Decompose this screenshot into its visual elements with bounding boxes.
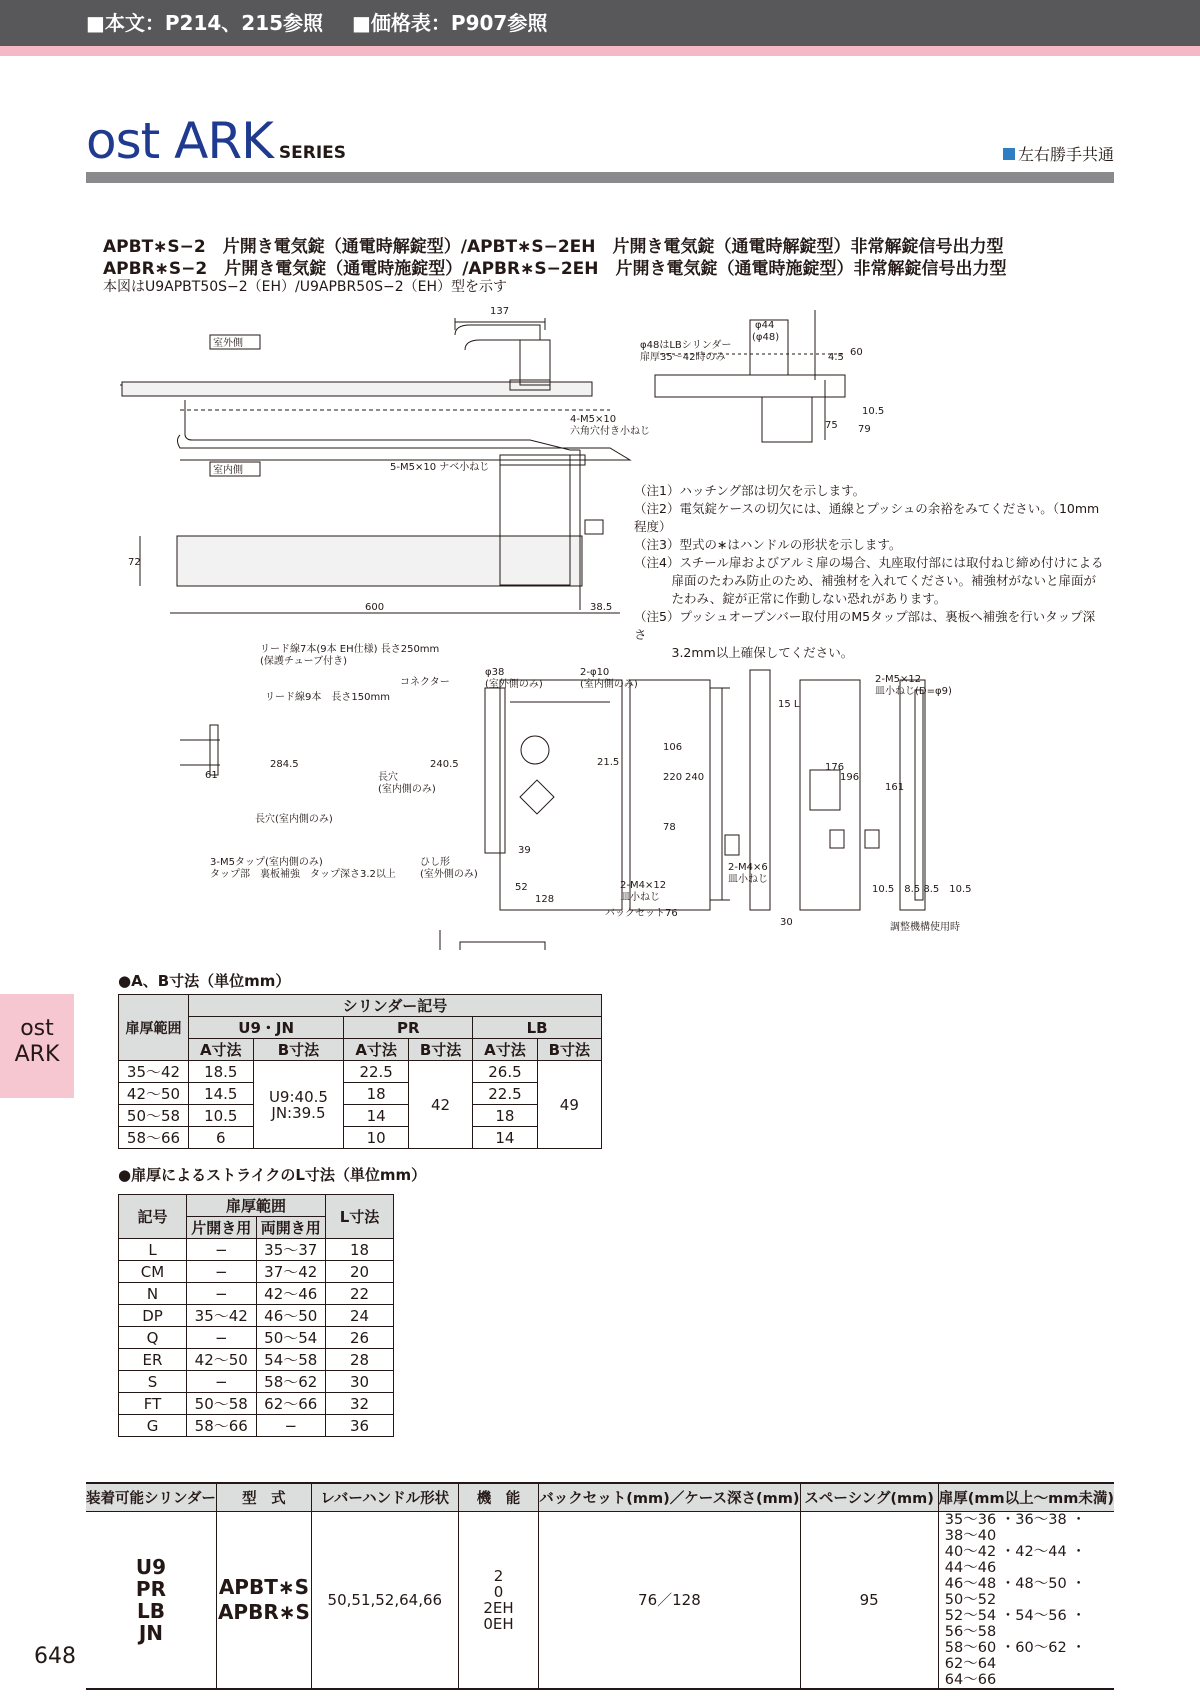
screw-label-1: 4-M5×10 [570, 414, 617, 425]
note-4a: （注4）スチール扉およびアルミ扉の場合、丸座取付部には取付ねじ締め付けによる [634, 555, 1104, 570]
top-header-bar [0, 0, 1200, 46]
note-5a: （注5）プッシュオープンバー取付用のM5タップ部は、裏板へ補強を行いタップ深さ [634, 609, 1096, 642]
table-row [119, 1261, 394, 1283]
table-row [119, 1327, 394, 1349]
thickness-line: 46〜48 ・48〜50 ・50〜52 [944, 1575, 1086, 1608]
ab-h-cyl: シリンダー記号 [189, 995, 602, 1017]
diamond-label: ひし形 [420, 857, 450, 868]
cell: CM [119, 1261, 187, 1283]
thickness-line: 35〜36 ・36〜38 ・38〜40 [944, 1511, 1086, 1544]
dim-215: 21.5 [597, 757, 620, 768]
thickness-line: 64〜66 [944, 1671, 997, 1688]
cell: 14 [344, 1105, 409, 1127]
dim-2405: 240.5 [430, 759, 459, 770]
lead-wire-label-b: (保護チューブ付き) [260, 656, 348, 667]
dim-385: 38.5 [590, 602, 613, 613]
spec-h-model: 型 式 [216, 1483, 311, 1511]
tap-label: 3-M5タップ(室内側のみ) [210, 857, 323, 868]
side-tab[interactable] [0, 994, 74, 1098]
u9-b-value: U9:40.5 [268, 1087, 328, 1106]
cell: 35〜37 [256, 1239, 326, 1261]
cyl-lb: LB [136, 1598, 165, 1623]
screw-m512b: 皿小ねじ(D=φ9) [875, 686, 952, 697]
ab-dimension-table [118, 994, 602, 1149]
dim-196: 196 [840, 772, 860, 783]
cell: − [187, 1239, 257, 1261]
cyl-u9: U9 [135, 1554, 167, 1579]
tap-label-2: タップ部 裏板補強 タップ深さ3.2以上 [210, 869, 396, 880]
func-0: 0 [493, 1582, 504, 1601]
product-headline-1: APBT∗S−2 片開き電気錠（通電時解錠型）/APBT∗S−2EH 片開き電気錠（通電時解錠型）非常解錠信号出力型 [103, 237, 1004, 257]
dim-72: 72 [128, 557, 141, 568]
lb-b-cell: 49 [537, 1061, 601, 1149]
note-3: （注3）型式の∗はハンドルの形状を示します。 [634, 537, 902, 552]
screw-m412: 2-M4×12 [620, 880, 667, 891]
table-row [86, 1511, 1114, 1689]
spec-h-backset: バックセット(mm)／ケース深さ(mm) [539, 1483, 800, 1511]
inside-label: 室内側 [213, 465, 243, 476]
dim-15l: 15 L [778, 699, 800, 710]
table-row [119, 1083, 602, 1105]
screw-m46: 2-M4×6 [728, 862, 768, 873]
side-tab-line2: ARK [14, 1042, 60, 1067]
func-2: 2 [493, 1566, 504, 1585]
cell: 58〜62 [256, 1371, 326, 1393]
cell: 18 [473, 1105, 538, 1127]
cell: 18.5 [189, 1061, 254, 1083]
l-h-double: 両開き用 [256, 1217, 326, 1239]
thickness-line: 40〜42 ・42〜44 ・44〜46 [944, 1543, 1086, 1576]
cell: − [187, 1327, 257, 1349]
diamond-label-b: (室外側のみ) [420, 869, 478, 880]
table-row [119, 1239, 394, 1261]
figure-caption: 本図はU9APBT50S−2（EH）/U9APBR50S−2（EH）型を示す [103, 279, 507, 295]
spec-table [86, 1482, 1114, 1690]
dim-78: 78 [663, 822, 676, 833]
dim-128: 128 [535, 894, 555, 905]
note-4c: たわみ、錠が正常に作動しない恐れがあります。 [634, 591, 947, 606]
body-ref: ■本文：P214、215参照 [86, 11, 324, 35]
side-tab-line1: ost [20, 1016, 54, 1041]
ab-sub: B寸法 [408, 1039, 472, 1061]
cell: 22.5 [344, 1061, 409, 1083]
square-icon [1003, 148, 1015, 160]
cell: 35〜42 [187, 1305, 257, 1327]
ab-group-lb: LB [473, 1017, 602, 1039]
spec-h-spacing: スペーシング(mm) [800, 1483, 938, 1511]
cell: 26.5 [473, 1061, 538, 1083]
brand-name: ost ARK [86, 112, 273, 170]
cell: − [187, 1283, 257, 1305]
dim-61: 61 [205, 770, 218, 781]
screw-m412b: 皿小ねじ [620, 892, 660, 903]
cell: Q [119, 1327, 187, 1349]
cell: 58〜66 [119, 1127, 189, 1149]
model-apbt: APBT∗S [218, 1574, 310, 1599]
phi10-label-b: (室内側のみ) [580, 679, 638, 690]
l-h-l: L寸法 [326, 1195, 394, 1239]
dim-176: 176 [825, 762, 845, 773]
cell: 26 [326, 1327, 394, 1349]
dim-52: 52 [515, 882, 528, 893]
title-rule [86, 172, 1114, 183]
cell: − [256, 1415, 326, 1437]
cell: 42〜46 [256, 1283, 326, 1305]
cell: 20 [326, 1261, 394, 1283]
dim-75: 75 [825, 420, 838, 431]
func-0eh: 0EH [483, 1614, 514, 1633]
thickness-line: 58〜60 ・60〜62 ・62〜64 [944, 1639, 1086, 1672]
table-row [119, 1283, 394, 1305]
l-table-title: ●扉厚によるストライクのL寸法（単位mm） [118, 1166, 427, 1184]
cyl-jn: JN [138, 1620, 164, 1645]
cell: 22 [326, 1283, 394, 1305]
phi38-label-b: (室外側のみ) [485, 679, 543, 690]
cell: N [119, 1283, 187, 1305]
common-label [1003, 142, 1114, 165]
ab-sub: A寸法 [189, 1039, 254, 1061]
dim-137: 137 [490, 306, 510, 317]
dim-39: 39 [518, 845, 531, 856]
dim-600: 600 [365, 602, 385, 613]
cell: 28 [326, 1349, 394, 1371]
phi48-note2: 扉厚35〜42時のみ [640, 352, 726, 363]
cell: 37〜42 [256, 1261, 326, 1283]
cell: 32 [326, 1393, 394, 1415]
cell: 6 [189, 1127, 254, 1149]
screw-label-1b: 六角穴付き小ねじ [570, 426, 650, 437]
cell: DP [119, 1305, 187, 1327]
slot-label-2: 長穴(室内側のみ) [255, 814, 333, 825]
note-2: （注2）電気錠ケースの切欠には、通線とプッシュの余裕をみてください。（10mm程度） [634, 501, 1100, 534]
note-5b: 3.2mm以上確保してください。 [634, 645, 854, 660]
ab-table-title: ●A、B寸法（単位mm） [118, 972, 291, 990]
table-row [119, 1105, 602, 1127]
spec-h-handle: レバーハンドル形状 [311, 1483, 458, 1511]
dim-30: 30 [780, 917, 793, 928]
cell: L [119, 1239, 187, 1261]
cell: 62〜66 [256, 1393, 326, 1415]
table-row [119, 1127, 602, 1149]
spec-cylinders [86, 1511, 216, 1689]
l-h-code: 記号 [119, 1195, 187, 1239]
ab-group-u9: U9・JN [189, 1017, 344, 1039]
header-accent-line [0, 46, 1200, 56]
adj-dims: 10.5 8.5 8.5 10.5 [872, 884, 972, 895]
table-row [119, 1349, 394, 1371]
ab-sub: B寸法 [537, 1039, 601, 1061]
cell: 36 [326, 1415, 394, 1437]
cell: 50〜58 [187, 1393, 257, 1415]
phi48-label: (φ48) [752, 332, 780, 343]
notes-list [634, 482, 1104, 662]
note-4b: 扉面のたわみ防止のため、補強材を入れてください。補強材がないと扉面が [634, 573, 1097, 588]
spec-handle: 50,51,52,64,66 [311, 1511, 458, 1689]
dim-105: 10.5 [862, 406, 885, 417]
jn-b-value: JN:39.5 [271, 1103, 326, 1122]
ab-sub: A寸法 [473, 1039, 538, 1061]
dim-220: 220 [663, 772, 683, 783]
dim-161: 161 [885, 782, 905, 793]
ab-group-pr: PR [344, 1017, 473, 1039]
cell: 22.5 [473, 1083, 538, 1105]
table-row [119, 1415, 394, 1437]
cell: 46〜50 [256, 1305, 326, 1327]
cell: 10.5 [189, 1105, 254, 1127]
spec-h-thickness: 扉厚(mm以上〜mm未満) [938, 1483, 1114, 1511]
cell: 24 [326, 1305, 394, 1327]
series-label: SERIES [278, 143, 347, 163]
func-2eh: 2EH [483, 1598, 514, 1617]
thickness-line: 52〜54 ・54〜56 ・56〜58 [944, 1607, 1086, 1640]
ab-sub: A寸法 [344, 1039, 409, 1061]
backset-label: バックセット76 [605, 908, 678, 919]
phi10-label: 2-φ10 [580, 667, 610, 678]
slot-label: 長穴 [378, 772, 398, 783]
cell: 42〜50 [187, 1349, 257, 1371]
spec-spacing: 95 [800, 1511, 938, 1689]
u9-b-cell [253, 1061, 344, 1149]
slot-label-b: (室内側のみ) [378, 784, 436, 795]
screw-label-2: 5-M5×10 ナベ小ねじ [390, 462, 490, 473]
cell: − [187, 1261, 257, 1283]
dim-240: 240 [685, 772, 705, 783]
spec-h-cylinder: 装着可能シリンダー [86, 1483, 216, 1511]
model-apbr: APBR∗S [217, 1599, 310, 1624]
table-row [119, 1393, 394, 1415]
cell: 18 [344, 1083, 409, 1105]
spec-functions [458, 1511, 539, 1689]
dim-45: 4.5 [828, 352, 844, 363]
cell: 30 [326, 1371, 394, 1393]
cyl-pr: PR [135, 1576, 166, 1601]
cell: FT [119, 1393, 187, 1415]
lead-wire-label: リード線7本(9本 EH仕様) 長さ250mm [260, 644, 440, 655]
note-1: （注1）ハッチング部は切欠を示します。 [634, 483, 866, 498]
adj-label: 調整機構使用時 [890, 922, 960, 933]
ab-sub: B寸法 [253, 1039, 344, 1061]
pr-b-cell: 42 [408, 1061, 472, 1149]
connector-label: コネクター [400, 677, 450, 688]
price-ref: ■価格表：P907参照 [352, 11, 548, 35]
product-headline-2: APBR∗S−2 片開き電気錠（通電時施錠型）/APBR∗S−2EH 片開き電気錠（通電時施錠型）非常解錠信号出力型 [103, 259, 1007, 279]
l-h-single: 片開き用 [187, 1217, 257, 1239]
dim-79: 79 [858, 424, 871, 435]
cell: 50〜58 [119, 1105, 189, 1127]
screw-m46b: 皿小ねじ [728, 874, 768, 885]
outside-label: 室外側 [213, 338, 243, 349]
dim-60: 60 [850, 347, 863, 358]
page-number: 648 [34, 1644, 76, 1669]
table-row [119, 1305, 394, 1327]
cell: 14.5 [189, 1083, 254, 1105]
strike-l-table [118, 1194, 394, 1437]
cell: S [119, 1371, 187, 1393]
common-label-text: 左右勝手共通 [1017, 145, 1114, 164]
spec-backset: 76／128 [539, 1511, 800, 1689]
cell: G [119, 1415, 187, 1437]
phi48-note: φ48はLBシリンダー [640, 340, 732, 351]
dim-2845: 284.5 [270, 759, 299, 770]
spec-h-function: 機 能 [458, 1483, 539, 1511]
cell: 50〜54 [256, 1327, 326, 1349]
series-logo [86, 112, 346, 172]
screw-m512: 2-M5×12 [875, 674, 922, 685]
spec-thickness [938, 1511, 1114, 1689]
cell: − [187, 1371, 257, 1393]
cell: 54〜58 [256, 1349, 326, 1371]
table-row [119, 1061, 602, 1083]
lead-wire-label-2: リード線9本 長さ150mm [265, 692, 390, 703]
cell: 42〜50 [119, 1083, 189, 1105]
cell: 58〜66 [187, 1415, 257, 1437]
cell: 14 [473, 1127, 538, 1149]
dim-106: 106 [663, 742, 683, 753]
cell: 18 [326, 1239, 394, 1261]
cell: 10 [344, 1127, 409, 1149]
l-h-range: 扉厚範囲 [187, 1195, 326, 1217]
cell: ER [119, 1349, 187, 1371]
spec-models [216, 1511, 311, 1689]
table-row [119, 1371, 394, 1393]
phi44-label: φ44 [755, 320, 775, 331]
cell: 35〜42 [119, 1061, 189, 1083]
phi38-label: φ38 [485, 667, 505, 678]
ab-h-range: 扉厚範囲 [119, 995, 189, 1061]
